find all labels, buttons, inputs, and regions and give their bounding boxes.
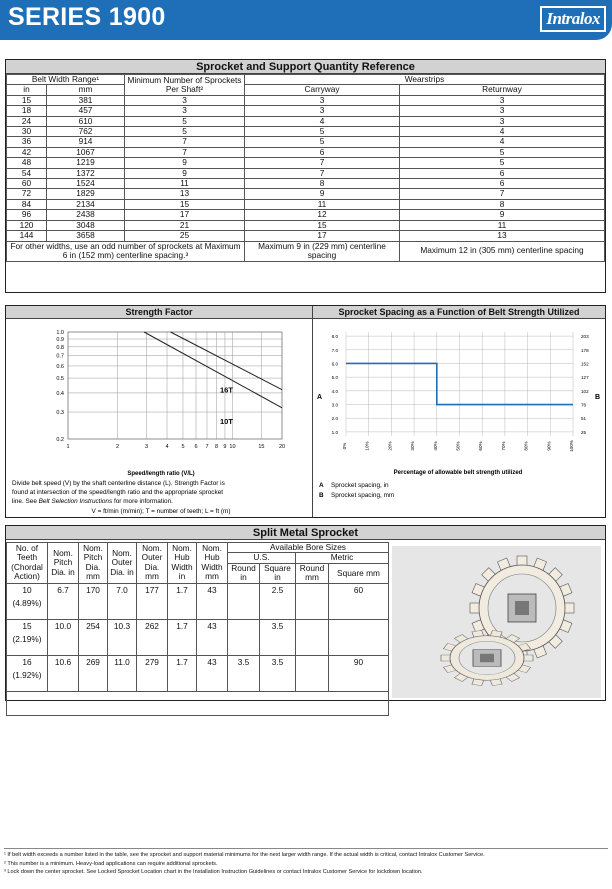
sprocket-cell: 25 [125, 231, 245, 241]
ss-legend-a-key: A [319, 482, 324, 489]
split-cell: 3.5 [260, 619, 296, 655]
split-teeth-cell [7, 619, 48, 655]
sprocket-cell: 4 [400, 137, 605, 147]
ss-x-tick: 80% [523, 441, 529, 451]
charts-panel [5, 305, 606, 518]
split-sprocket-photo [392, 546, 601, 698]
split-sprocket-table [6, 542, 389, 716]
sprocket-cell: 1524 [47, 179, 125, 189]
sprocket-cell: 5 [245, 127, 400, 137]
sprocket-cell: 3 [400, 116, 605, 126]
split-row [7, 619, 389, 655]
series-title: SERIES 1900 [8, 3, 166, 31]
sprocket-cell: 9 [125, 158, 245, 168]
sprocket-row [7, 199, 605, 209]
sprocket-cell: 3 [245, 106, 400, 116]
sprocket-row [7, 147, 605, 157]
split-cell: 3.5 [228, 655, 260, 691]
sprocket-spacing-chart [313, 319, 603, 517]
ss-x-tick: 50% [455, 441, 461, 451]
sprocket-cell: 4 [400, 127, 605, 137]
sprocket-cell: 8 [245, 179, 400, 189]
sprocket-cell: 5 [245, 137, 400, 147]
ss-x-tick: 0% [342, 442, 347, 450]
sprocket-cell: 13 [125, 189, 245, 199]
ss-y-right-tick: 152 [581, 361, 589, 367]
footnote-2: ² This number is a minimum. Heavy-load applications can require additional sprockets. [4, 860, 218, 867]
sprocket-cell: 17 [125, 210, 245, 220]
split-cell [228, 619, 260, 655]
sprocket-cell: 3 [400, 106, 605, 116]
sprocket-cell: 381 [47, 95, 125, 105]
col-min-sprockets: Minimum Number of Sprockets Per Shaft² [125, 75, 245, 96]
chordal-value: (1.92%) [12, 669, 42, 680]
sf-x-tick: 7 [205, 444, 209, 450]
split-cell: 3.5 [260, 655, 296, 691]
sprocket-row [7, 137, 605, 147]
sprocket-cell: 1067 [47, 147, 125, 157]
ss-x-tick: 90% [546, 441, 552, 451]
big-gear-bore [515, 601, 529, 615]
sf-series-line-16T [171, 332, 282, 390]
hdr-outer-in: Nom. Outer Dia. in [108, 543, 137, 584]
split-cell [296, 583, 329, 619]
sprocket-cell: 610 [47, 116, 125, 126]
sprocket-cell: 5 [125, 116, 245, 126]
sprocket-cell: 3 [245, 95, 400, 105]
sf-plot-frame [68, 332, 282, 439]
sprocket-row [7, 220, 605, 230]
sf-series-label: 10T [220, 416, 233, 426]
split-cell: 10.0 [48, 619, 79, 655]
sf-x-tick: 2 [115, 444, 120, 450]
sprocket-cell: 144 [7, 231, 47, 241]
sprocket-cell: 18 [7, 106, 47, 116]
sf-y-tick: 0.5 [56, 376, 64, 383]
ss-y-left-tick: 5.0 [331, 375, 338, 381]
sprocket-cell: 3658 [47, 231, 125, 241]
split-sprocket-title: Split Metal Sprocket [6, 526, 605, 540]
split-cell: 10.6 [48, 655, 79, 691]
sf-x-tick: 1 [66, 444, 70, 450]
sprocket-row [7, 116, 605, 126]
ss-y-right-tick: 51 [581, 416, 587, 422]
sprocket-cell: 96 [7, 210, 47, 220]
split-cell: 11.0 [108, 655, 137, 691]
split-sprocket-table-wrap [6, 542, 389, 716]
split-cell: 60 [329, 583, 389, 619]
hdr-round-in: Round in [228, 563, 260, 583]
col-belt-width: Belt Width Range¹ [7, 75, 125, 85]
sf-y-tick: 0.2 [56, 437, 64, 443]
sf-y-tick: 0.7 [56, 353, 64, 360]
footer-returnway: Maximum 12 in (305 mm) centerline spacing [400, 241, 605, 261]
ss-y-right-tick: 178 [581, 347, 589, 353]
sprocket-row [7, 231, 605, 241]
ss-x-tick: 10% [364, 441, 370, 451]
sprocket-row [7, 168, 605, 178]
ss-x-tick: 20% [387, 441, 393, 451]
sprocket-cell: 9 [125, 168, 245, 178]
sprocket-cell: 9 [245, 189, 400, 199]
ss-y-right-tick: 203 [581, 334, 589, 340]
split-cell [329, 619, 389, 655]
hdr-us: U.S. [228, 553, 296, 563]
sf-x-tick: 8 [215, 444, 219, 450]
ss-y-left-tick: 8.0 [331, 334, 338, 340]
split-teeth-cell [7, 583, 48, 619]
sprocket-cell: 3 [125, 106, 245, 116]
sprocket-cell: 13 [400, 231, 605, 241]
sprocket-cell: 914 [47, 137, 125, 147]
sprocket-row [7, 158, 605, 168]
split-cell: 90 [329, 655, 389, 691]
strength-factor-chart [6, 319, 312, 517]
sprocket-cell: 8 [400, 199, 605, 209]
split-cell: 43 [197, 583, 228, 619]
split-cell: 1.7 [168, 619, 197, 655]
sprocket-cell: 3 [400, 95, 605, 105]
sub-mm: mm [47, 85, 125, 95]
sprocket-cell: 48 [7, 158, 47, 168]
sprocket-cell: 12 [245, 210, 400, 220]
sf-y-tick: 0.3 [56, 410, 64, 417]
sprocket-cell: 5 [400, 147, 605, 157]
sprocket-cell: 42 [7, 147, 47, 157]
page-header [0, 0, 612, 40]
sprocket-cell: 15 [7, 95, 47, 105]
sprocket-cell: 7 [245, 158, 400, 168]
ss-y-left-tick: 6.0 [331, 361, 338, 367]
teeth-value: 16 [22, 656, 32, 667]
split-cell: 6.7 [48, 583, 79, 619]
sprocket-cell: 7 [125, 137, 245, 147]
ss-y-left-tick: 4.0 [331, 388, 338, 394]
ss-y-left-tick: 3.0 [331, 402, 338, 408]
footer-sprockets: For other widths, use an odd number of sprockets at Maximum 6 in (152 mm) centerline spacing.³ [7, 241, 245, 261]
sf-x-tick: 20 [278, 444, 286, 450]
split-cell [296, 655, 329, 691]
sprocket-cell: 7 [400, 189, 605, 199]
chordal-value: (4.89%) [12, 597, 42, 608]
ss-legend-a: Sprocket spacing, in [331, 482, 389, 489]
chordal-value: (2.19%) [12, 633, 42, 644]
footnote-3: ³ Lock down the center sprocket. See Locked Sprocket Location chart in the Installation Instruction Guidelines or contact Intralox Customer Service for lockdown location. [4, 869, 423, 876]
sprocket-cell: 54 [7, 168, 47, 178]
sprocket-cell: 1829 [47, 189, 125, 199]
sf-desc-1: Divide belt speed (V) by the shaft centerline distance (L). Strength Factor is [12, 480, 225, 487]
sprocket-cell: 6 [400, 168, 605, 178]
hdr-teeth: No. of Teeth (Chordal Action) [7, 543, 48, 584]
ss-y-right-tick: 25 [581, 429, 587, 435]
hdr-pitch-mm: Nom. Pitch Dia. mm [79, 543, 108, 584]
split-row [7, 583, 389, 619]
sf-y-tick: 0.9 [56, 337, 64, 344]
sf-x-tick: 9 [223, 444, 227, 450]
sprocket-cell: 4 [245, 116, 400, 126]
sprocket-cell: 457 [47, 106, 125, 116]
sprocket-spacing-title: Sprocket Spacing as a Function of Belt Strength Utilized [313, 306, 605, 319]
split-cell: 177 [137, 583, 168, 619]
small-gear-bore [480, 654, 494, 662]
sprocket-cell: 6 [400, 179, 605, 189]
sprocket-cell: 120 [7, 220, 47, 230]
split-teeth-cell [7, 655, 48, 691]
sf-desc-2: found at intersection of the speed/length ratio and the appropriate sprocket [12, 489, 224, 496]
hdr-square-in: Square in [260, 563, 296, 583]
split-sprocket-image [392, 546, 601, 698]
split-cell: 43 [197, 655, 228, 691]
sf-x-tick: 5 [181, 444, 185, 450]
sprocket-cell: 1219 [47, 158, 125, 168]
sf-x-tick: 4 [165, 444, 169, 450]
sprocket-cell: 21 [125, 220, 245, 230]
ss-y-left-tick: 1.0 [331, 429, 338, 435]
sprocket-cell: 3048 [47, 220, 125, 230]
split-cell: 10.3 [108, 619, 137, 655]
sprocket-row [7, 106, 605, 116]
strength-factor-section [6, 306, 313, 517]
sf-y-tick: 0.4 [56, 390, 64, 397]
sprocket-cell: 60 [7, 179, 47, 189]
split-cell [228, 583, 260, 619]
sprocket-support-title: Sprocket and Support Quantity Reference [6, 60, 605, 74]
sf-y-tick: 0.6 [56, 363, 64, 370]
sprocket-cell: 762 [47, 127, 125, 137]
split-blank-row [7, 691, 389, 715]
footnote-1: ¹ If belt width exceeds a number listed in the table, see the sprocket and support material minimums for the next larger width range. If the actual width is critical, contact Intralox Customer Service. [4, 852, 485, 858]
ss-axis-a: A [317, 394, 323, 401]
ss-y-right-tick: 127 [581, 375, 589, 381]
sprocket-cell: 5 [125, 127, 245, 137]
split-cell: 254 [79, 619, 108, 655]
teeth-value: 10 [22, 584, 32, 595]
sprocket-cell: 24 [7, 116, 47, 126]
sprocket-row [7, 127, 605, 137]
sprocket-cell: 15 [245, 220, 400, 230]
sprocket-cell: 2134 [47, 199, 125, 209]
split-cell: 1.7 [168, 583, 197, 619]
sprocket-row [7, 179, 605, 189]
col-wearstrips: Wearstrips [245, 75, 605, 85]
hdr-bore-sizes: Available Bore Sizes [228, 543, 389, 553]
sprocket-row [7, 189, 605, 199]
ss-y-right-tick: 102 [581, 388, 589, 394]
sf-x-tick: 10 [229, 444, 236, 450]
sprocket-cell: 1372 [47, 168, 125, 178]
sprocket-spacing-section [313, 306, 605, 517]
split-cell [296, 619, 329, 655]
sf-y-tick: 1.0 [56, 330, 64, 336]
footer-carryway: Maximum 9 in (229 mm) centerline spacing [245, 241, 400, 261]
ss-y-right-tick: 76 [581, 402, 587, 408]
hdr-round-mm: Round mm [296, 563, 329, 583]
sf-series-label: 16T [220, 385, 233, 395]
sprocket-cell: 84 [7, 199, 47, 209]
sprocket-cell: 6 [245, 147, 400, 157]
sprocket-cell: 3 [125, 95, 245, 105]
sprocket-support-panel [5, 59, 606, 293]
split-cell: 1.7 [168, 655, 197, 691]
sprocket-cell: 72 [7, 189, 47, 199]
sprocket-cell: 2438 [47, 210, 125, 220]
sprocket-cell: 9 [400, 210, 605, 220]
split-cell: 170 [79, 583, 108, 619]
ss-y-left-tick: 7.0 [331, 347, 338, 353]
hdr-metric: Metric [296, 553, 389, 563]
ss-axis-b: B [595, 394, 601, 401]
sf-formula: V = ft/min (m/min); T = number of teeth; L = ft (m) [91, 508, 231, 515]
sprocket-cell: 30 [7, 127, 47, 137]
split-row [7, 655, 389, 691]
hdr-square-mm: Square mm [329, 563, 389, 583]
sprocket-cell: 11 [400, 220, 605, 230]
sf-x-tick: 3 [144, 444, 149, 450]
ss-xlabel: Percentage of allowable belt strength utilized [393, 470, 523, 476]
sprocket-cell: 15 [125, 199, 245, 209]
split-cell: 7.0 [108, 583, 137, 619]
ss-x-tick: 100% [569, 440, 574, 452]
hdr-pitch-in: Nom. Pitch Dia. in [48, 543, 79, 584]
split-cell: 279 [137, 655, 168, 691]
split-cell: 2.5 [260, 583, 296, 619]
sub-in: in [7, 85, 47, 95]
sf-xlabel: Speed/length ratio (V/L) [127, 471, 195, 477]
ss-x-tick: 60% [478, 441, 484, 451]
sprocket-cell: 11 [125, 179, 245, 189]
ss-y-left-tick: 2.0 [331, 416, 338, 422]
hdr-outer-mm: Nom. Outer Dia. mm [137, 543, 168, 584]
sprocket-cell: 36 [7, 137, 47, 147]
sf-desc-3: line. See Belt Selection Instructions for more information. [12, 498, 173, 505]
sprocket-cell: 5 [400, 158, 605, 168]
sprocket-row [7, 210, 605, 220]
sf-x-tick: 15 [258, 444, 265, 450]
ss-legend-b: Sprocket spacing, mm [331, 492, 395, 499]
split-cell: 262 [137, 619, 168, 655]
teeth-value: 15 [22, 620, 32, 631]
sprocket-cell: 11 [245, 199, 400, 209]
sprocket-cell: 7 [245, 168, 400, 178]
ss-x-tick: 40% [432, 441, 438, 451]
sprocket-cell: 7 [125, 147, 245, 157]
sprocket-support-table [6, 74, 605, 262]
sprocket-row [7, 95, 605, 105]
split-cell: 269 [79, 655, 108, 691]
sub-returnway: Returnway [400, 85, 605, 95]
footnotes [4, 848, 608, 877]
ss-legend-b-key: B [319, 492, 324, 499]
strength-factor-title: Strength Factor [6, 306, 312, 319]
split-sprocket-panel [5, 525, 606, 701]
ss-x-tick: 70% [500, 441, 506, 451]
sf-y-tick: 0.8 [56, 344, 64, 351]
sprocket-cell: 17 [245, 231, 400, 241]
sf-x-tick: 6 [194, 444, 198, 450]
split-cell: 43 [197, 619, 228, 655]
hdr-hub-in: Nom. Hub Width in [168, 543, 197, 584]
intralox-logo: Intralox [540, 6, 606, 32]
sub-carryway: Carryway [245, 85, 400, 95]
hdr-hub-mm: Nom. Hub Width mm [197, 543, 228, 584]
ss-x-tick: 30% [410, 441, 416, 451]
